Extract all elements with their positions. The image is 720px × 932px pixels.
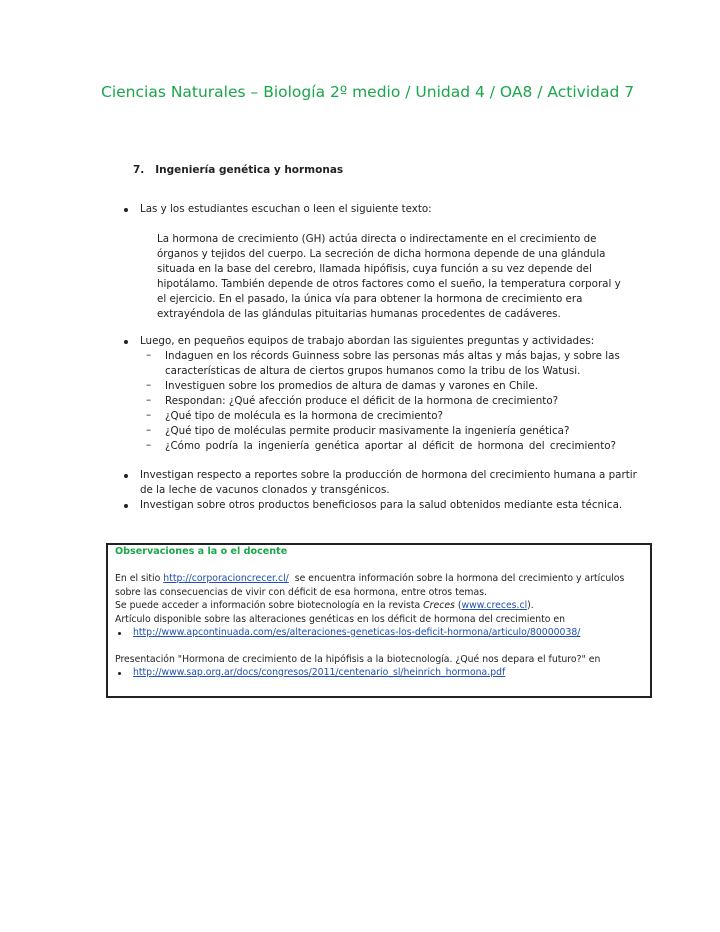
bullet-icon bbox=[118, 672, 121, 675]
quote-line: hipotálamo. También depende de otros factores como el sueño, la temperatura corporal y bbox=[157, 278, 621, 290]
dash-icon: – bbox=[146, 439, 152, 451]
activity-item: ¿Qué tipo de molécula es la hormona de crecimiento? bbox=[165, 410, 443, 422]
quote-line: extrayéndola de las glándulas pituitarias humanas procedentes de cadáveres. bbox=[157, 308, 561, 320]
activity-item: Respondan: ¿Qué afección produce el déficit de la hormona de crecimiento? bbox=[165, 395, 559, 407]
bullet-icon bbox=[118, 632, 121, 635]
quote-line: situada en la base del cerebro, llamada hipófisis, cuya función a su vez depende del bbox=[157, 263, 592, 275]
notes-line: Artículo disponible sobre las alteraciones genéticas en los déficit de hormona del crecimiento en bbox=[115, 614, 565, 625]
notes-text: se encuentra información sobre la hormona del crecimiento y artículos bbox=[288, 573, 625, 584]
notes-text: En el sitio bbox=[115, 573, 164, 584]
activity-item-continued: características de altura de ciertos grupos humanos como la tribu de los Watusi. bbox=[165, 365, 581, 377]
magazine-name: Creces bbox=[423, 600, 455, 611]
bullet-icon bbox=[124, 504, 128, 508]
notes-line: Presentación "Hormona de crecimiento de la hipófisis a la biotecnología. ¿Qué nos depara el futuro?" en bbox=[115, 654, 601, 665]
corporacioncrecer-link[interactable]: http://corporacioncrecer.cl/ bbox=[163, 573, 289, 584]
notes-text: ( bbox=[454, 600, 462, 611]
dash-icon: – bbox=[146, 394, 152, 406]
notes-line bbox=[115, 600, 534, 611]
bullet-icon bbox=[124, 340, 128, 344]
bullet-icon bbox=[124, 208, 128, 212]
dash-icon: – bbox=[146, 424, 152, 436]
quote-line: órganos y tejidos del cuerpo. La secreción de dicha hormona depende de una glándula bbox=[157, 248, 606, 260]
research-bullet: Investigan respecto a reportes sobre la producción de hormona del crecimiento humana a partir bbox=[140, 469, 637, 481]
quoted-text bbox=[157, 232, 621, 322]
dash-icon: – bbox=[146, 409, 152, 421]
notes-link-item bbox=[133, 627, 580, 638]
notes-text: Se puede acceder a información sobre biotecnología en la revista bbox=[115, 600, 424, 611]
notes-line bbox=[115, 573, 624, 584]
activity-item: Investiguen sobre los promedios de altura de damas y varones en Chile. bbox=[165, 380, 539, 392]
bullet-icon bbox=[124, 474, 128, 478]
intro-bullet: Las y los estudiantes escuchan o leen el siguiente texto: bbox=[140, 203, 432, 215]
quote-line: La hormona de crecimiento (GH) actúa directa o indirectamente en el crecimiento de bbox=[157, 233, 597, 245]
sap-presentation-link[interactable]: http://www.sap.org.ar/docs/congresos/2011/centenario_sl/heinrich_hormona.pdf bbox=[133, 667, 506, 678]
notes-link-item bbox=[133, 667, 505, 678]
research-bullet-continued: de la leche de vacunos clonados y transgénicos. bbox=[140, 484, 390, 496]
activities-bullet: Luego, en pequeños equipos de trabajo abordan las siguientes preguntas y actividades: bbox=[140, 335, 595, 347]
notes-text: ). bbox=[527, 600, 534, 611]
dash-icon: – bbox=[146, 349, 152, 361]
activity-item: ¿Cómo podría la ingeniería genética aportar al déficit de hormona del crecimiento? bbox=[165, 440, 616, 452]
dash-icon: – bbox=[146, 379, 152, 391]
activity-item: Indaguen en los récords Guinness sobre las personas más altas y más bajas, y sobre las bbox=[165, 350, 620, 362]
creces-link[interactable]: www.creces.cl bbox=[461, 600, 528, 611]
section-title: Ingeniería genética y hormonas bbox=[155, 164, 344, 176]
page-header-title: Ciencias Naturales – Biología 2º medio / Unidad 4 / OA8 / Actividad 7 bbox=[101, 83, 635, 101]
teacher-notes-title: Observaciones a la o el docente bbox=[115, 546, 288, 557]
activity-item: ¿Qué tipo de moléculas permite producir masivamente la ingeniería genética? bbox=[165, 425, 570, 437]
apcontinuada-link[interactable]: http://www.apcontinuada.com/es/alteraciones-geneticas-los-deficit-hormona/articulo/80000038/ bbox=[133, 627, 581, 638]
section-heading bbox=[133, 164, 343, 176]
notes-line: sobre las consecuencias de vivir con déficit de esa hormona, entre otros temas. bbox=[115, 587, 487, 598]
section-number: 7. bbox=[133, 164, 145, 176]
quote-line: el ejercicio. En el pasado, la única vía para obtener la hormona de crecimiento era bbox=[157, 293, 583, 305]
research-bullet: Investigan sobre otros productos beneficiosos para la salud obtenidos mediante esta técnica. bbox=[140, 499, 623, 511]
teacher-notes-box bbox=[106, 543, 652, 698]
